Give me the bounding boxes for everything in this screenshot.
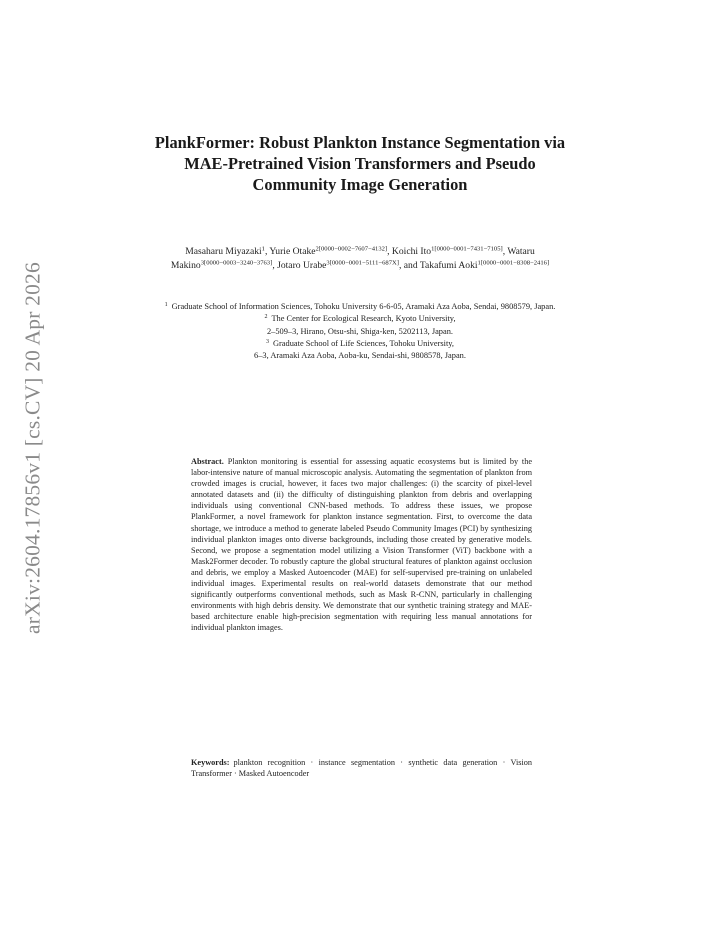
author-name: Koichi Ito — [391, 246, 432, 257]
author-list: Masaharu Miyazaki$^1$, Yurie Otake$^{2[0000-0002-7607-4132]}$, Koichi Ito$^{1[0000-0001-7431-7105]}$, Wataru Makino$^{3[0000-0003-3240-3763]}$, Jotaro Urabe$^{3[0000-0001-5111-687X]}$, and Takafumi Aoki$^{1[0000-0001-8308-2416]}$ — [170, 245, 550, 271]
author-name: Masaharu Miyazaki — [185, 246, 262, 257]
affiliation-3-address: 6–3, Aramaki Aza Aoba, Aoba-ku, Sendai-shi, 9808578, Japan. — [254, 351, 466, 361]
author-affiliation-mark: 1[0000−0001−7431−7105] — [431, 245, 503, 253]
affiliation-list — [156, 301, 564, 362]
author-name: Takafumi Aoki — [419, 259, 478, 271]
author-affiliation-mark: 1[0000−0001−8308−2416] — [477, 259, 550, 267]
keywords — [191, 757, 532, 779]
affiliation-3 — [156, 338, 564, 350]
affiliation-2 — [156, 313, 564, 325]
abstract — [191, 456, 532, 634]
affiliation-mark: 3 — [265, 338, 269, 345]
author-affiliation-mark: 1 — [261, 245, 265, 253]
author-name: Wataru Makino — [170, 246, 535, 271]
arxiv-identifier-stamp: arXiv:2604.17856v1 [cs.CV] 20 Apr 2026 — [20, 262, 45, 634]
affiliation-mark: 1 — [164, 302, 168, 308]
affiliation-text: Graduate School of Life Sciences, Tohoku University, — [272, 338, 455, 348]
author-affiliation-mark: 3[0000−0003−3240−3763] — [200, 259, 273, 267]
affiliation-mark: 2 — [264, 314, 268, 321]
author-name: Yurie Otake — [269, 246, 316, 257]
abstract-text: Plankton monitoring is essential for assessing aquatic ecosystems but is limited by the labor-intensive nature of manual microscopic analysis. Automating the segmentation of plankton from crowded images is crucial, however, it faces two major challenges: (i) the scarcity of pixel-level annotated datasets and (ii) the difficulty of distinguishing plankton from debris and overlapping individuals using conventional CNN-based methods. To address these issues, we propose PlankFormer, a novel framework for plankton instance segmentation. First, to overcome the data shortage, we introduce a method to generate labeled Pseudo Community Images (PCI) by synthesizing individual plankton images onto diverse backgrounds, including those created by generative models. Second, we propose a segmentation model utilizing a Vision Transformer (ViT) backbone with a Mask2Former decoder. To robustly capture the global structural features of plankton against occlusion and debris, we employ a Masked Autoencoder (MAE) for self-supervised pre-training on unlabeled individual images. Experimental results on real-world datasets demonstrate that our method significantly outperforms conventional methods, such as Mask R-CNN, particularly in challenging environments with high debris density. We demonstrate that our synthetic training strategy and MAE-based architecture enable high-precision segmentation with requiring less manual annotations for individual plankton images. — [191, 457, 532, 633]
author-affiliation-mark: 3[0000−0001−5111−687X] — [326, 259, 399, 267]
paper-title: PlankFormer: Robust Plankton Instance Segmentation via MAE-Pretrained Vision Transformers and Pseudo Community Image Generation — [154, 133, 566, 194]
author-affiliation-mark: 2[0000−0002−7607−4132] — [315, 245, 388, 253]
affiliation-text: Graduate School of Information Sciences, Tohoku University 6-6-05, Aramaki Aza Aoba, Sendai, 9808579, Japan. — [171, 302, 556, 311]
abstract-label: Abstract. — [191, 457, 224, 466]
keywords-label: Keywords: — [191, 758, 230, 767]
author-name: Jotaro Urabe — [277, 259, 327, 271]
keywords-text: plankton recognition · instance segmentation · synthetic data generation · Vision Transformer · Masked Autoencoder — [191, 758, 532, 779]
affiliation-2-address: 2–509–3, Hirano, Otsu-shi, Shiga-ken, 5202113, Japan. — [266, 326, 453, 336]
affiliation-text: The Center for Ecological Research, Kyoto University, — [271, 314, 456, 324]
affiliation-1 — [156, 301, 564, 313]
author-conjunction: and — [403, 259, 418, 271]
